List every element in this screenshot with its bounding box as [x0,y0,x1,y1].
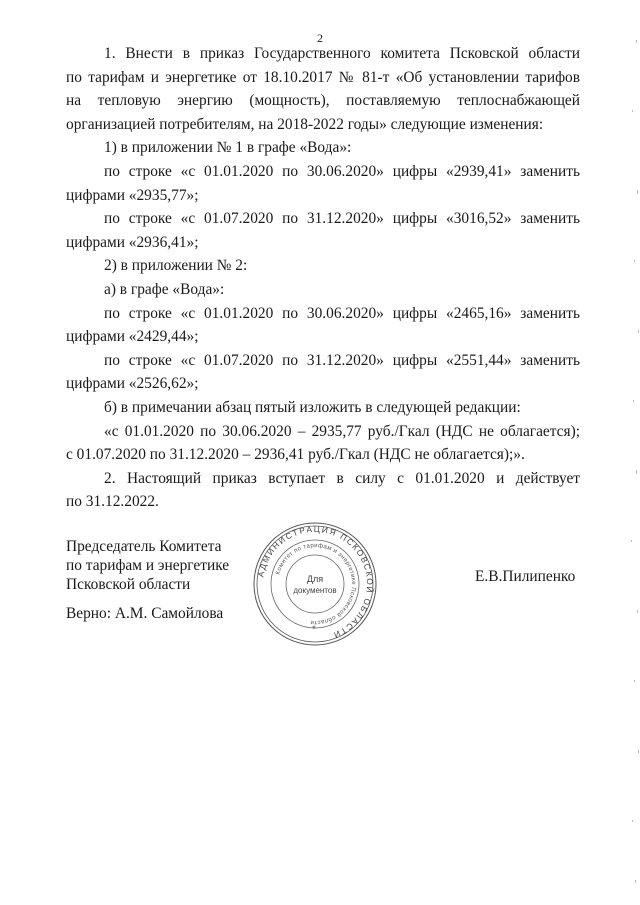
paragraph-line: цифрами «2429,44»; [66,328,199,346]
paragraph-line: по строке «с 01.07.2020 по 31.12.2020» цифры «3016,52» заменить [104,210,580,228]
position-line: Псковской области [66,576,191,593]
signatory-position [66,537,229,594]
paragraph-line: «с 01.01.2020 по 30.06.2020 – 2935,77 руб./Гкал (НДС не облагается); [104,422,580,440]
paragraph-line: по строке «с 01.07.2020 по 31.12.2020» цифры «2551,44» заменить [104,351,580,369]
paragraph-line: по тарифам и энергетике от 18.10.2017 № 81-т «Об установлении тарифов [66,68,580,86]
paragraph-line: 2) в приложении № 2: [104,257,248,275]
position-line: Председатель Комитета [66,538,222,555]
certified-copy-line: Верно: А.М. Самойлова [66,605,224,622]
paragraph-line: а) в графе «Вода»: [104,280,225,298]
paragraph-line: 1. Внести в приказ Государственного комитета Псковской области [104,45,580,62]
stamp-outer-text: АДМИНИСТРАЦИЯ ПСКОВСКОЙ ОБЛАСТИ [255,523,376,641]
stamp-star: * [312,624,316,634]
position-line: по тарифам и энергетике [66,557,230,574]
paragraph-line: с 01.07.2020 по 31.12.2020 – 2936,41 руб./Гкал (НДС не облагается);». [66,446,525,464]
stamp-center-line1: Для [306,574,324,584]
paragraph-line: по строке «с 01.01.2020 по 30.06.2020» цифры «2465,16» заменить [104,304,580,322]
paragraph-line: цифрами «2936,41»; [66,233,199,251]
paragraph-line: цифрами «2526,62»; [66,375,199,393]
paragraph-line: организацией потребителям, на 2018-2022 годы» следующие изменения: [66,115,544,133]
document-body [66,42,580,514]
paragraph-line: по 31.12.2022. [66,493,159,511]
signatory-name: Е.В.Пилипенко [475,568,576,585]
paragraph-line: б) в примечании абзац пятый изложить в следующей редакции: [104,398,521,416]
paragraph-line: 1) в приложении № 1 в графе «Вода»: [104,139,352,157]
scan-edge-noise [610,0,640,905]
stamp-center-line2: документов [293,586,337,595]
paragraph-line: цифрами «2935,77»; [66,186,199,204]
paragraph-line: 2. Настоящий приказ вступает в силу с 01.01.2020 и действует [104,469,580,487]
page-number: 2 [317,31,323,45]
paragraph-line: на тепловую энергию (мощность), поставляемую теплоснабжающей [66,92,580,110]
paragraph-line: по строке «с 01.01.2020 по 30.06.2020» цифры «2939,41» заменить [104,162,580,180]
official-stamp [250,519,380,649]
stamp-inner-text: Комитет по тарифам и энергетике Псковской области [275,542,357,626]
